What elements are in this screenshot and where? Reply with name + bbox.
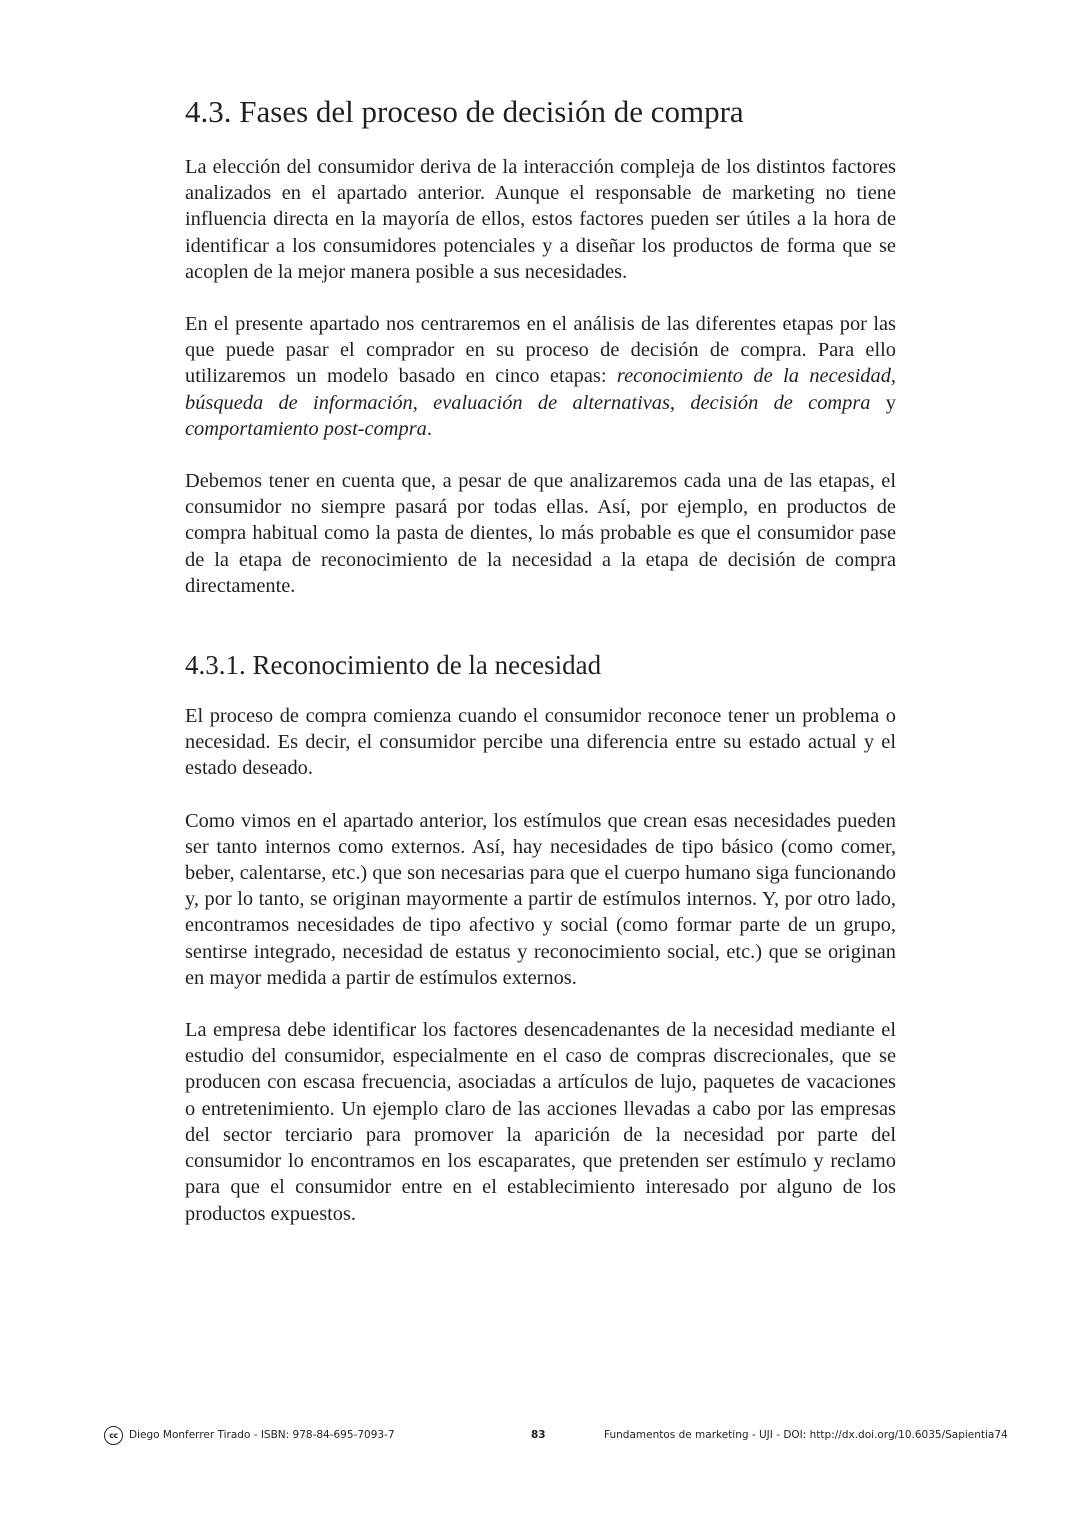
paragraph-text: En el presente apartado nos centraremos en el análisis de las diferentes etapas por las que puede pasar el comprador en su proceso de decisión de compra. Para ello utilizaremos un modelo basado en cinco etapas:: [185, 313, 896, 388]
italic-stages: reconocimiento de la necesidad, búsqueda de información, evaluación de alternativas, decisión de compra: [185, 365, 896, 414]
paragraph: La empresa debe identificar los factores desencadenantes de la necesidad mediante el estudio del consumidor, especialmente en el caso de compras discrecionales, que se producen con escasa frecuencia, asociadas a artículos de lujo, paquetes de vacaciones o entretenimiento. Un ejemplo claro de las acciones llevadas a cabo por las empresas del sector terciario para promover la aparición de la necesidad por parte del consumidor lo encontramos en los escaparates, que pretenden ser estímulo y reclamo para que el consumidor entre en el establecimiento interesado por alguno de los productos expuestos.: [185, 1019, 896, 1225]
paragraph-text: .: [426, 417, 432, 440]
paragraph: Como vimos en el apartado anterior, los estímulos que crean esas necesidades pueden ser tanto internos como externos. Así, hay necesidades de tipo básico (como comer, beber, calentarse, etc.) que son necesarias para que el cuerpo humano siga funcionando y, por lo tanto, se originan mayormente a partir de estímulos internos. Y, por otro lado, encontramos necesidades de tipo afectivo y social (como formar parte de un grupo, sentirse integrado, necesidad de estatus y reconocimiento social, etc.) que se originan en mayor medida a partir de estímulos externos.: [185, 809, 896, 989]
paragraph: El proceso de compra comienza cuando el consumidor reconoce tener un problema o necesidad. Es decir, el consumidor percibe una diferencia entre su estado actual y el estado deseado.: [185, 705, 896, 780]
subsection-title: 4.3.1. Reconocimiento de la necesidad: [185, 650, 602, 681]
creative-commons-icon: cc: [104, 1426, 123, 1445]
footer-credits: [104, 1423, 395, 1447]
italic-stage-post: comportamiento post-compra: [185, 417, 427, 440]
paragraph: Debemos tener en cuenta que, a pesar de que analizaremos cada una de las etapas, el consumidor no siempre pasará por todas ellas. Así, por ejemplo, en productos de compra habitual como la pasta de dientes, lo más probable es que el consumidor pase de la etapa de reconocimiento de la necesidad a la etapa de decisión de compra directamente.: [185, 470, 896, 597]
page-content: [185, 92, 896, 1253]
footer-author-isbn: Diego Monferrer Tirado - ISBN: 978-84-695-7093-7: [129, 1429, 395, 1441]
page-footer: [0, 1423, 1080, 1447]
paragraph-stages: [185, 311, 896, 442]
paragraph: La elección del consumidor deriva de la interacción compleja de los distintos factores analizados en el apartado anterior. Aunque el responsable de marketing no tiene influencia directa en la mayoría de ellos, estos factores pueden ser útiles a la hora de identificar a los consumidores potenciales y a diseñar los productos de forma que se acoplen de la mejor manera posible a sus necesidades.: [185, 156, 896, 283]
paragraph-text: y: [870, 391, 896, 414]
footer-book-doi: Fundamentos de marketing - UJI - DOI: http://dx.doi.org/10.6035/Sapientia74: [604, 1429, 1008, 1441]
page-number: 83: [531, 1429, 546, 1441]
section-title: 4.3. Fases del proceso de decisión de compra: [185, 94, 744, 129]
